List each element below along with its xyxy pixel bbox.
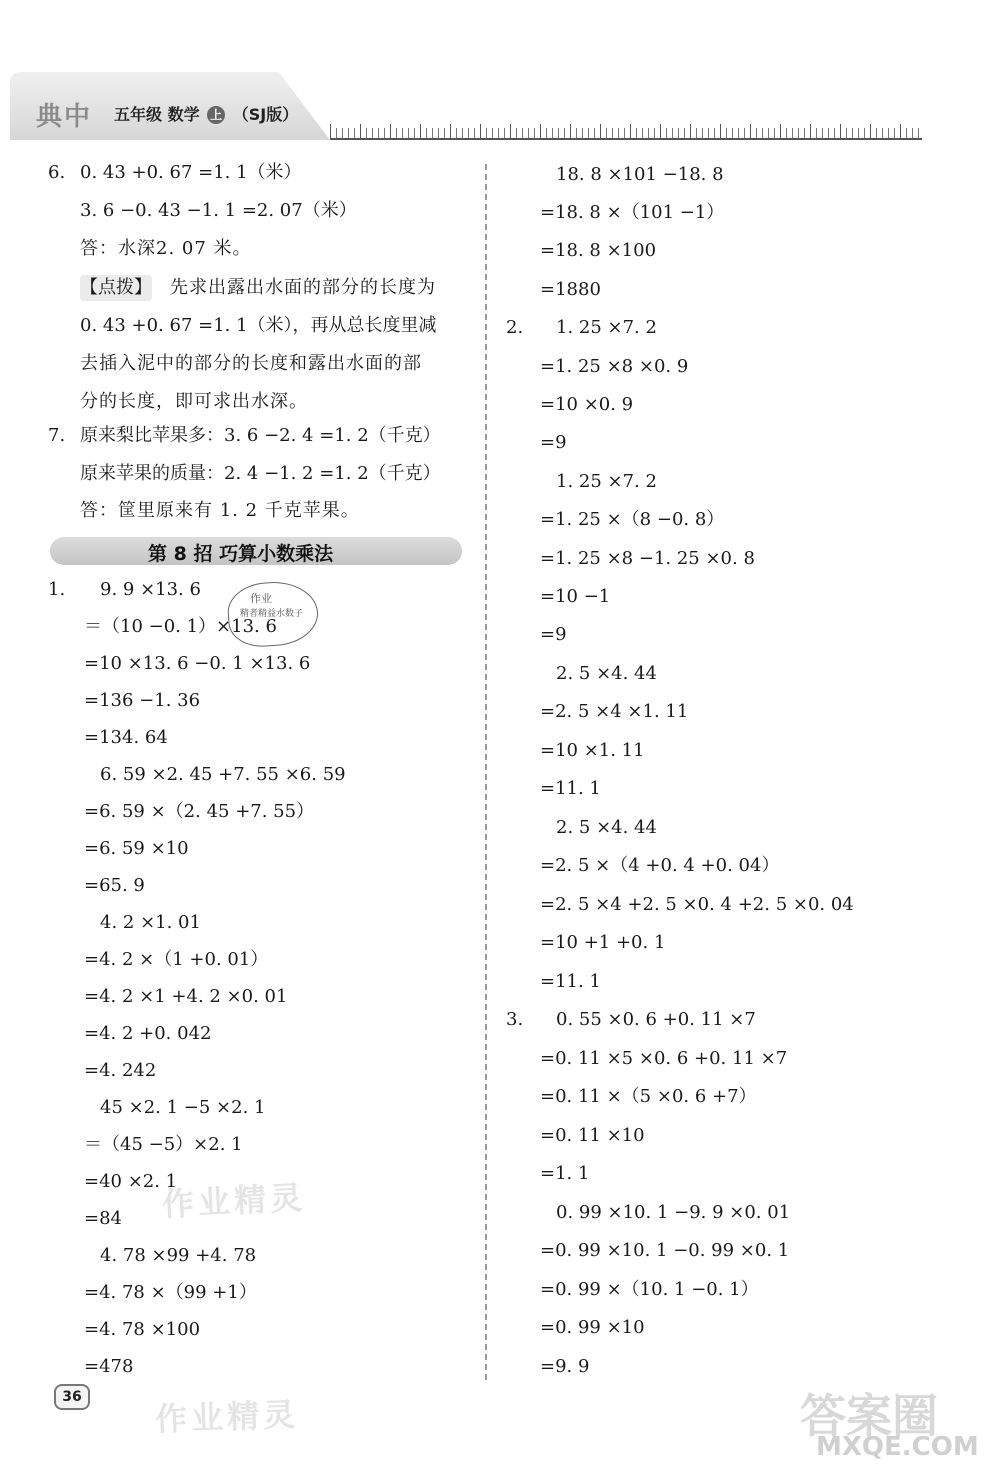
corner-watermark-logo: 答案圈 [800,1389,938,1443]
q3-line: 0. 55 ×0. 6 +0. 11 ×7 [556,1009,756,1030]
book-edition: （SJ版） [232,105,299,124]
tip-line-3: 去插入泥中的部分的长度和露出水面的部 [80,353,422,374]
q1-line: =136 −1. 36 [84,690,201,711]
book-title [114,102,298,125]
q7-number: 7. [48,425,66,446]
watermark-bottom: 作业精灵 [154,1395,300,1439]
q1-line: =4. 2 ×（1 +0. 01） [84,949,269,970]
q2-line: =2. 5 ×4 +2. 5 ×0. 4 +2. 5 ×0. 04 [540,894,854,915]
cont-line: =1880 [540,279,601,300]
q1-line: =6. 59 ×（2. 45 +7. 55） [84,801,315,822]
q6-number: 6. [48,162,66,183]
q1-line: =10 ×13. 6 −0. 1 ×13. 6 [84,653,311,674]
cont-line: =18. 8 ×（101 −1） [540,202,725,223]
q3-line: 0. 99 ×10. 1 −9. 9 ×0. 01 [556,1202,791,1223]
corner-watermark-url: MXQE.COM [816,1432,979,1462]
q2-line: =9 [540,432,567,453]
q2-line: 2. 5 ×4. 44 [556,663,657,684]
q1-line: ＝（45 −5）×2. 1 [84,1134,243,1155]
corner-watermark [800,1380,980,1460]
q6-answer: 答：水深2. 07 米。 [80,238,252,259]
q3-line: =0. 11 ×5 ×0. 6 +0. 11 ×7 [540,1048,788,1069]
q1-line: =6. 59 ×10 [84,838,189,859]
q1-line: 4. 2 ×1. 01 [100,912,201,933]
q3-line: =0. 11 ×（5 ×0. 6 +7） [540,1086,757,1107]
q2-line: 2. 5 ×4. 44 [556,817,657,838]
q1-line: =4. 242 [84,1060,157,1081]
q1-line: 9. 9 ×13. 6 [100,579,201,600]
q6-line-2: 3. 6 −0. 43 −1. 1 =2. 07（米） [80,200,357,221]
q2-line: =1. 25 ×（8 −0. 8） [540,509,725,530]
q3-line: =0. 99 ×（10. 1 −0. 1） [540,1279,759,1300]
q2-line: =10 ×0. 9 [540,394,634,415]
q2-number: 2. [506,317,524,338]
q1-line: 6. 59 ×2. 45 +7. 55 ×6. 59 [100,764,346,785]
q1-line: =4. 78 ×（99 +1） [84,1282,257,1303]
stamp-title: 作业 [250,592,272,605]
tip-line-4: 分的长度，即可求出水深。 [80,391,308,412]
q2-line: =1. 25 ×8 ×0. 9 [540,356,689,377]
book-grade-subject: 五年级 数学 [114,105,200,124]
q2-line: =1. 25 ×8 −1. 25 ×0. 8 [540,548,755,569]
q2-line: =9 [540,624,567,645]
brand-logo [36,96,106,130]
q3-number: 3. [506,1009,524,1030]
q2-line: =10 +1 +0. 1 [540,932,666,953]
header-rule-line [330,138,922,140]
q1-line: =4. 2 ×1 +4. 2 ×0. 01 [84,986,288,1007]
q1-line: =65. 9 [84,875,145,896]
q1-line: =84 [84,1208,122,1229]
q7-line-1: 原来梨比苹果多：3. 6 −2. 4 =1. 2（千克） [80,425,441,446]
q7-answer: 答：筐里原来有 1. 2 千克苹果。 [80,500,360,521]
q6-line-1: 0. 43 +0. 67 =1. 1（米） [80,162,302,183]
q7-line-2: 原来苹果的质量：2. 4 −1. 2 =1. 2（千克） [80,463,441,484]
q2-line: =11. 1 [540,971,601,992]
cont-line: 18. 8 ×101 −18. 8 [556,164,724,185]
section-title: 第 8 招 巧算小数乘法 [148,543,334,565]
brand-logo-text: 典中 [36,102,93,132]
q1-line: =4. 78 ×100 [84,1319,201,1340]
q2-line: =10 ×1. 11 [540,740,645,761]
q1-line: 4. 78 ×99 +4. 78 [100,1245,257,1266]
q1-line: =478 [84,1356,134,1377]
tip-line-2: 0. 43 +0. 67 =1. 1（米），再从总长度里减 [80,315,437,336]
q3-line: =1. 1 [540,1163,590,1184]
header-ruler-major [330,124,922,138]
volume-badge: 上 [207,106,225,124]
tip-label: 【点拨】 [80,277,152,298]
cont-line: =18. 8 ×100 [540,240,657,261]
q1-line: =4. 2 +0. 042 [84,1023,212,1044]
q1-line: =40 ×2. 1 [84,1171,178,1192]
stamp-subtitle: 精者精益水数子 [240,609,304,619]
q2-line: 1. 25 ×7. 2 [556,317,657,338]
q3-line: =9. 9 [540,1356,590,1377]
q2-line: 1. 25 ×7. 2 [556,471,657,492]
q2-line: =2. 5 ×（4 +0. 4 +0. 04） [540,855,780,876]
page-number: 36 [54,1384,90,1410]
q1-line: =134. 64 [84,727,168,748]
q1-line: ＝（10 −0. 1）×13. 6 [84,616,277,637]
q3-line: =0. 99 ×10 [540,1317,645,1338]
q2-line: =2. 5 ×4 ×1. 11 [540,701,689,722]
watermark-mid: 作业精灵 [161,1178,308,1224]
column-divider [485,164,487,1380]
q2-line: =11. 1 [540,778,601,799]
q2-line: =10 −1 [540,586,611,607]
q1-number: 1. [48,579,66,600]
tip-line-1: 先求出露出水面的部分的长度为 [170,277,436,298]
q3-line: =0. 99 ×10. 1 −0. 99 ×0. 1 [540,1240,790,1261]
q1-line: 45 ×2. 1 −5 ×2. 1 [100,1097,266,1118]
q3-line: =0. 11 ×10 [540,1125,645,1146]
